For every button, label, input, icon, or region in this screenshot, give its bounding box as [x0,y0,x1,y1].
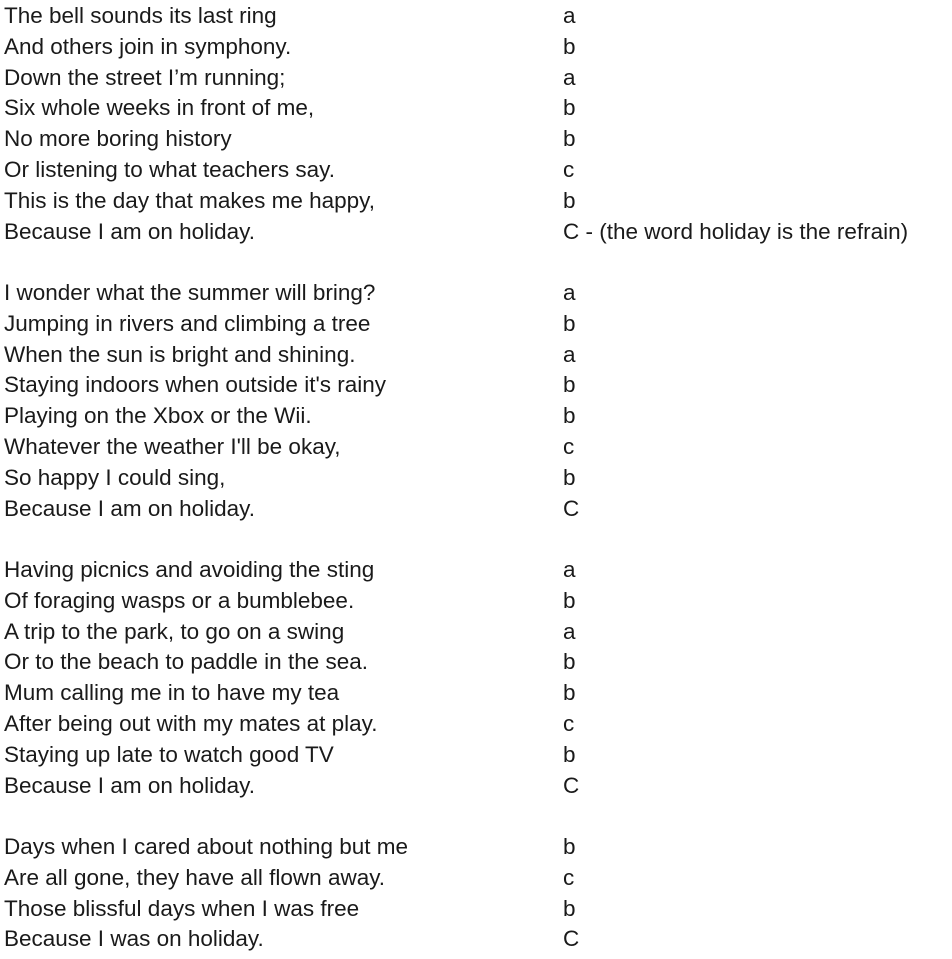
rhyme-label: b [563,741,576,767]
line-text: When the sun is bright and shining. [4,341,356,367]
poem-line [4,401,950,432]
line-text: Six whole weeks in front of me, [4,95,315,121]
rhyme-label: a [563,341,576,367]
poem-line [4,894,950,925]
line-text: Or listening to what teachers say. [4,156,335,182]
line-text: I wonder what the summer will bring? [4,279,376,305]
rhyme-label: b [563,187,576,213]
poem-line [4,432,950,463]
poem-line [4,924,950,955]
poem-line [4,771,950,802]
rhyme-label: c [563,710,575,736]
poem-line [4,555,950,586]
line-text: Because I am on holiday. [4,772,255,798]
line-text: Of foraging wasps or a bumblebee. [4,587,355,613]
line-text: Or to the beach to paddle in the sea. [4,649,368,675]
rhyme-label: a [563,618,576,644]
rhyme-label: c [563,433,575,459]
line-text: No more boring history [4,126,232,152]
rhyme-label: b [563,310,576,336]
line-text: Whatever the weather I'll be okay, [4,433,341,459]
line-text: Those blissful days when I was free [4,895,360,921]
rhyme-label: c [563,864,575,890]
poem-line [4,863,950,894]
stanza-1 [4,1,950,247]
rhyme-label: b [563,649,576,675]
poem-line [4,740,950,771]
line-text: A trip to the park, to go on a swing [4,618,345,644]
line-text: Down the street I’m running; [4,64,286,90]
rhyme-label: b [563,95,576,121]
poem-line [4,832,950,863]
line-text: This is the day that makes me happy, [4,187,376,213]
poem-line [4,463,950,494]
line-text: And others join in symphony. [4,33,292,59]
line-text: The bell sounds its last ring [4,3,277,28]
rhyme-label: C [563,926,580,952]
poem-line [4,186,950,217]
line-text: Mum calling me in to have my tea [4,680,340,706]
rhyme-label: b [563,895,576,921]
rhyme-label: b [563,833,576,859]
stanza-4 [4,832,950,955]
poem-line [4,647,950,678]
line-text: Because I am on holiday. [4,495,255,521]
poem-line [4,155,950,186]
line-text: Because I was on holiday. [4,926,264,952]
poem-line [4,217,950,248]
poem-line [4,586,950,617]
poem-line [4,124,950,155]
poem-line [4,494,950,525]
line-text: Staying up late to watch good TV [4,741,334,767]
poem-line [4,370,950,401]
rhyme-label: b [563,680,576,706]
poem-line [4,340,950,371]
line-text: Staying indoors when outside it's rainy [4,372,387,398]
line-text: After being out with my mates at play. [4,710,378,736]
poem-line [4,278,950,309]
rhyme-label: a [563,3,576,28]
poem [4,1,950,955]
rhyme-label: a [563,64,576,90]
poem-line [4,309,950,340]
rhyme-label: C - (the word holiday is the refrain) [563,218,909,244]
line-text: Playing on the Xbox or the Wii. [4,403,312,429]
rhyme-label: a [563,556,576,582]
poem-line [4,617,950,648]
rhyme-label: C [563,495,580,521]
line-text: Days when I cared about nothing but me [4,833,409,859]
stanza-3 [4,555,950,801]
poem-line [4,678,950,709]
rhyme-label: a [563,279,576,305]
poem-line [4,709,950,740]
rhyme-label: b [563,372,576,398]
rhyme-label: c [563,156,575,182]
poem-line [4,93,950,124]
rhyme-label: b [563,587,576,613]
poem-line [4,63,950,94]
poem-line [4,32,950,63]
rhyme-label: b [563,33,576,59]
rhyme-label: b [563,403,576,429]
stanza-2 [4,278,950,524]
line-text: Because I am on holiday. [4,218,255,244]
line-text: Jumping in rivers and climbing a tree [4,310,371,336]
rhyme-label: b [563,126,576,152]
rhyme-label: b [563,464,576,490]
poem-line [4,1,950,32]
rhyme-label: C [563,772,580,798]
line-text: Are all gone, they have all flown away. [4,864,386,890]
line-text: So happy I could sing, [4,464,226,490]
line-text: Having picnics and avoiding the sting [4,556,375,582]
